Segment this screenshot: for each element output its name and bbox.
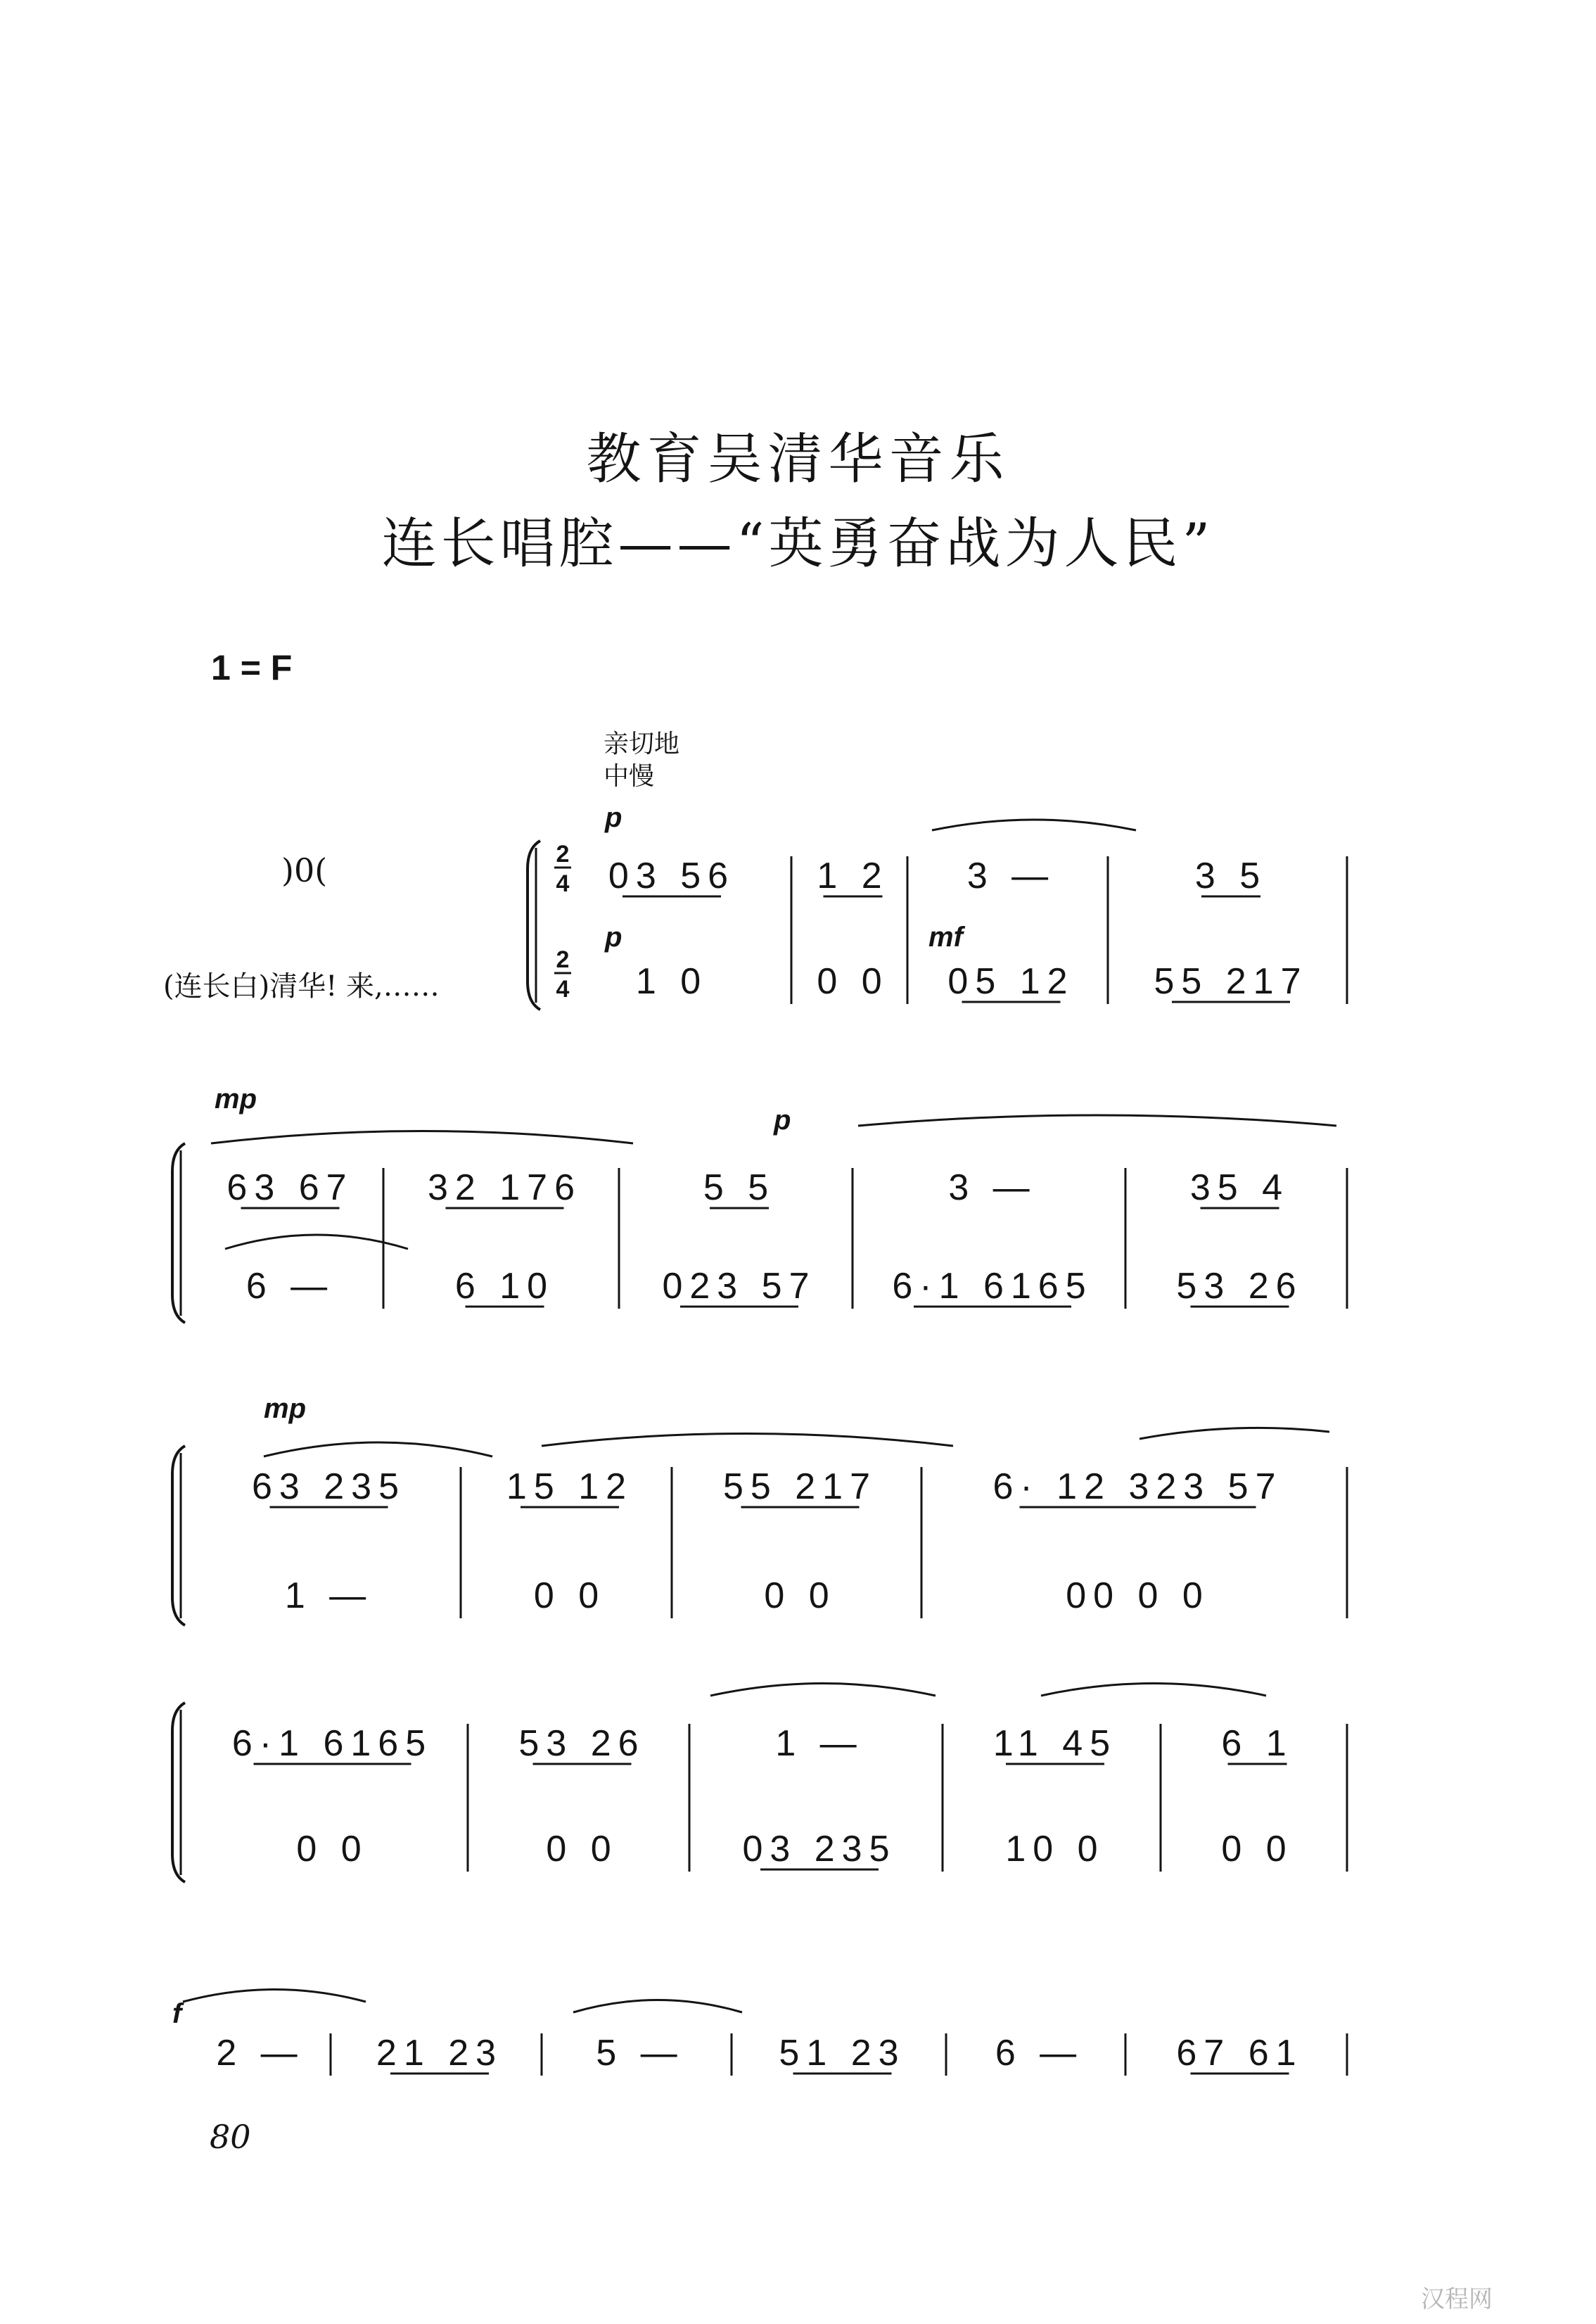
lower-measure: 1 — [284,1575,374,1616]
upper-voice-label: )0( [281,851,328,889]
upper-measure: 5 5 [703,1167,776,1208]
system-brace [528,841,540,1010]
tempo-line-1: 亲切地 [604,730,680,758]
upper-measure: 63 67 [226,1167,354,1208]
lower-measure: 0 0 [817,961,889,1002]
upper-measure: 51 23 [779,2033,906,2074]
upper-measure: 21 23 [376,2033,504,2074]
upper-measure: 1 — [775,1723,864,1764]
lower-measure: 0 0 [533,1575,606,1616]
lower-measure: 55 217 [1154,961,1308,1002]
lower-measure: 023 57 [662,1266,817,1307]
upper-measure: 2 — [216,2033,305,2074]
lower-voice-label: (连长白)清华! 来,…… [163,970,440,1003]
watermark: 汉程网 [1421,2286,1493,2313]
upper-measure: 67 61 [1176,2033,1303,2074]
upper-measure: 1 2 [817,856,889,896]
dynamic-marking: mp [264,1393,306,1424]
time-sig-numerator: 2 [556,946,570,973]
slur [858,1115,1336,1126]
dynamic-marking: p [605,802,623,833]
lower-measure: 05 12 [947,961,1075,1002]
key-signature: 1 = F [211,648,293,687]
dynamic-marking: p [605,922,623,953]
lower-measure: 6·1 6165 [892,1266,1093,1307]
slur [710,1684,936,1696]
slur [1139,1428,1329,1439]
page-subtitle: 连长唱腔——“英勇奋战为人民” [381,512,1215,576]
upper-measure: 6 1 [1221,1723,1294,1764]
lower-measure: 53 26 [1176,1266,1303,1307]
lower-measure: 0 0 [764,1575,836,1616]
slur [183,1990,366,2002]
lower-measure: 1 0 [635,961,708,1002]
upper-measure: 32 176 [427,1167,582,1208]
upper-measure: 3 — [966,856,1056,896]
upper-measure: 3 — [948,1167,1037,1208]
upper-measure: 5 — [596,2033,684,2074]
slur [573,2000,742,2013]
lower-measure: 10 0 [1005,1829,1105,1869]
system-brace [172,1446,185,1625]
slur [225,1235,408,1249]
slur [211,1131,633,1144]
upper-measure: 63 235 [251,1466,407,1507]
upper-measure: 53 26 [518,1723,646,1764]
lower-measure: 6 — [245,1266,335,1307]
time-sig-denominator: 4 [556,870,570,897]
dynamic-marking: mf [928,922,963,953]
upper-measure: 55 217 [722,1466,878,1507]
upper-measure: 11 45 [992,1723,1118,1764]
lower-measure: 0 0 [296,1829,369,1869]
slur [542,1434,953,1447]
lower-measure: 03 235 [742,1829,897,1869]
page-title: 教育吴清华音乐 [586,428,1010,491]
lower-measure: 0 0 [1221,1829,1294,1869]
upper-measure: 6· 12 323 57 [992,1466,1283,1507]
page-number: 80 [210,2118,251,2156]
time-sig-denominator: 4 [556,976,570,1003]
lower-measure: 00 0 0 [1066,1575,1210,1616]
slur [264,1442,492,1456]
upper-measure: 3 5 [1194,856,1268,896]
dynamic-marking: f [172,1998,182,2029]
slur [1041,1684,1266,1696]
upper-measure: 15 12 [506,1466,634,1507]
dynamic-marking: p [774,1105,791,1136]
lower-measure: 6 10 [454,1266,555,1307]
system-brace [172,1703,185,1882]
upper-measure: 6·1 6165 [231,1723,433,1764]
system-brace [172,1143,185,1323]
slur [932,820,1136,830]
upper-measure: 35 4 [1189,1167,1290,1208]
time-sig-numerator: 2 [556,841,570,868]
lower-measure: 0 0 [546,1829,618,1869]
upper-measure: 6 — [995,2033,1084,2074]
tempo-line-2: 中慢 [604,762,655,791]
dynamic-marking: mp [215,1084,257,1115]
upper-measure: 03 56 [608,856,736,896]
